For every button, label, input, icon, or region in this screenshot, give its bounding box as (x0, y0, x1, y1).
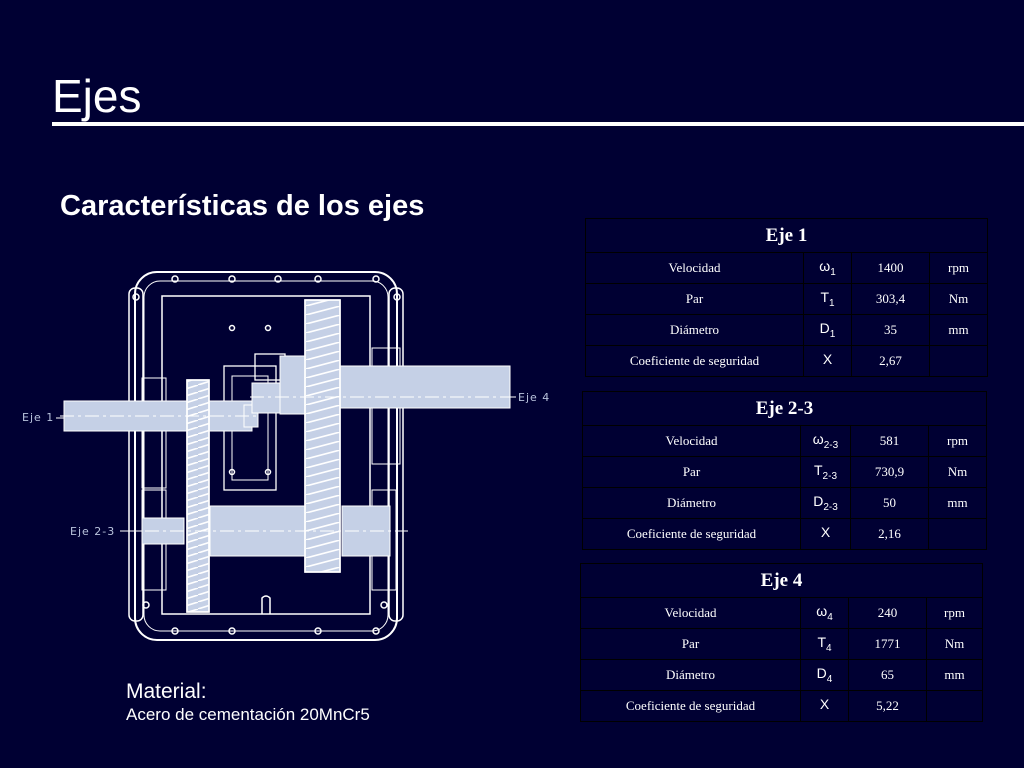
param-cell: Velocidad (581, 598, 801, 629)
unit-cell (929, 519, 987, 550)
unit-cell: Nm (929, 457, 987, 488)
symbol-cell: X (804, 346, 852, 377)
table-row (581, 629, 983, 660)
param-cell: Par (581, 629, 801, 660)
shaft-table-eje-2-3 (582, 391, 987, 550)
shaft-eje4 (252, 356, 510, 414)
unit-cell: mm (930, 315, 988, 346)
table-title: Eje 2-3 (583, 392, 987, 426)
symbol-cell: $\omega_1$ (804, 253, 852, 284)
unit-cell (927, 691, 983, 722)
table-row (586, 253, 988, 284)
value-cell: 35 (852, 315, 930, 346)
label-eje-2-3: Eje 2-3 (70, 525, 116, 538)
param-cell: Diámetro (586, 315, 804, 346)
value-cell: 2,16 (851, 519, 929, 550)
table-row (581, 660, 983, 691)
param-cell: Par (586, 284, 804, 315)
value-cell: 50 (851, 488, 929, 519)
page-title: Ejes (52, 70, 142, 122)
table-row (581, 691, 983, 722)
unit-cell (930, 346, 988, 377)
value-cell: 2,67 (852, 346, 930, 377)
symbol-cell: $\omega_{2-3}$ (801, 426, 851, 457)
unit-cell: Nm (930, 284, 988, 315)
value-cell: 65 (849, 660, 927, 691)
symbol-cell: $T_{2-3}$ (801, 457, 851, 488)
value-cell: 730,9 (851, 457, 929, 488)
symbol-cell: $D_4$ (801, 660, 849, 691)
label-eje-4: Eje 4 (518, 391, 551, 404)
value-cell: 303,4 (852, 284, 930, 315)
unit-cell: Nm (927, 629, 983, 660)
value-cell: 1400 (852, 253, 930, 284)
material-value: Acero de cementación 20MnCr5 (126, 705, 370, 724)
housing-bolts (133, 276, 400, 634)
table-row (586, 346, 988, 377)
table-row (586, 284, 988, 315)
shaft-table-eje-1 (585, 218, 988, 377)
gear-small (187, 380, 209, 612)
table-row (583, 426, 987, 457)
label-eje-1: Eje 1 (22, 411, 55, 424)
table-row (583, 519, 987, 550)
symbol-cell: $D_1$ (804, 315, 852, 346)
symbol-cell: $\omega_4$ (801, 598, 849, 629)
symbol-cell: X (801, 519, 851, 550)
material-label: Material: (126, 680, 207, 703)
gearbox-drawing (0, 260, 580, 660)
unit-cell: mm (929, 488, 987, 519)
unit-cell: rpm (927, 598, 983, 629)
symbol-cell: $D_{2-3}$ (801, 488, 851, 519)
unit-cell: rpm (930, 253, 988, 284)
symbol-cell: X (801, 691, 849, 722)
table-row (581, 598, 983, 629)
symbol-cell: $T_4$ (801, 629, 849, 660)
table-title: Eje 1 (586, 219, 988, 253)
unit-cell: mm (927, 660, 983, 691)
unit-cell: rpm (929, 426, 987, 457)
param-cell: Coeficiente de seguridad (586, 346, 804, 377)
table-row (583, 488, 987, 519)
value-cell: 581 (851, 426, 929, 457)
section-subtitle: Características de los ejes (60, 190, 425, 222)
table-title: Eje 4 (581, 564, 983, 598)
param-cell: Diámetro (581, 660, 801, 691)
param-cell: Velocidad (583, 426, 801, 457)
value-cell: 5,22 (849, 691, 927, 722)
value-cell: 1771 (849, 629, 927, 660)
param-cell: Diámetro (583, 488, 801, 519)
param-cell: Coeficiente de seguridad (583, 519, 801, 550)
value-cell: 240 (849, 598, 927, 629)
param-cell: Velocidad (586, 253, 804, 284)
param-cell: Coeficiente de seguridad (581, 691, 801, 722)
symbol-cell: $T_1$ (804, 284, 852, 315)
shaft-table-eje-4 (580, 563, 983, 722)
table-row (586, 315, 988, 346)
table-row (583, 457, 987, 488)
title-divider (52, 122, 1024, 126)
param-cell: Par (583, 457, 801, 488)
